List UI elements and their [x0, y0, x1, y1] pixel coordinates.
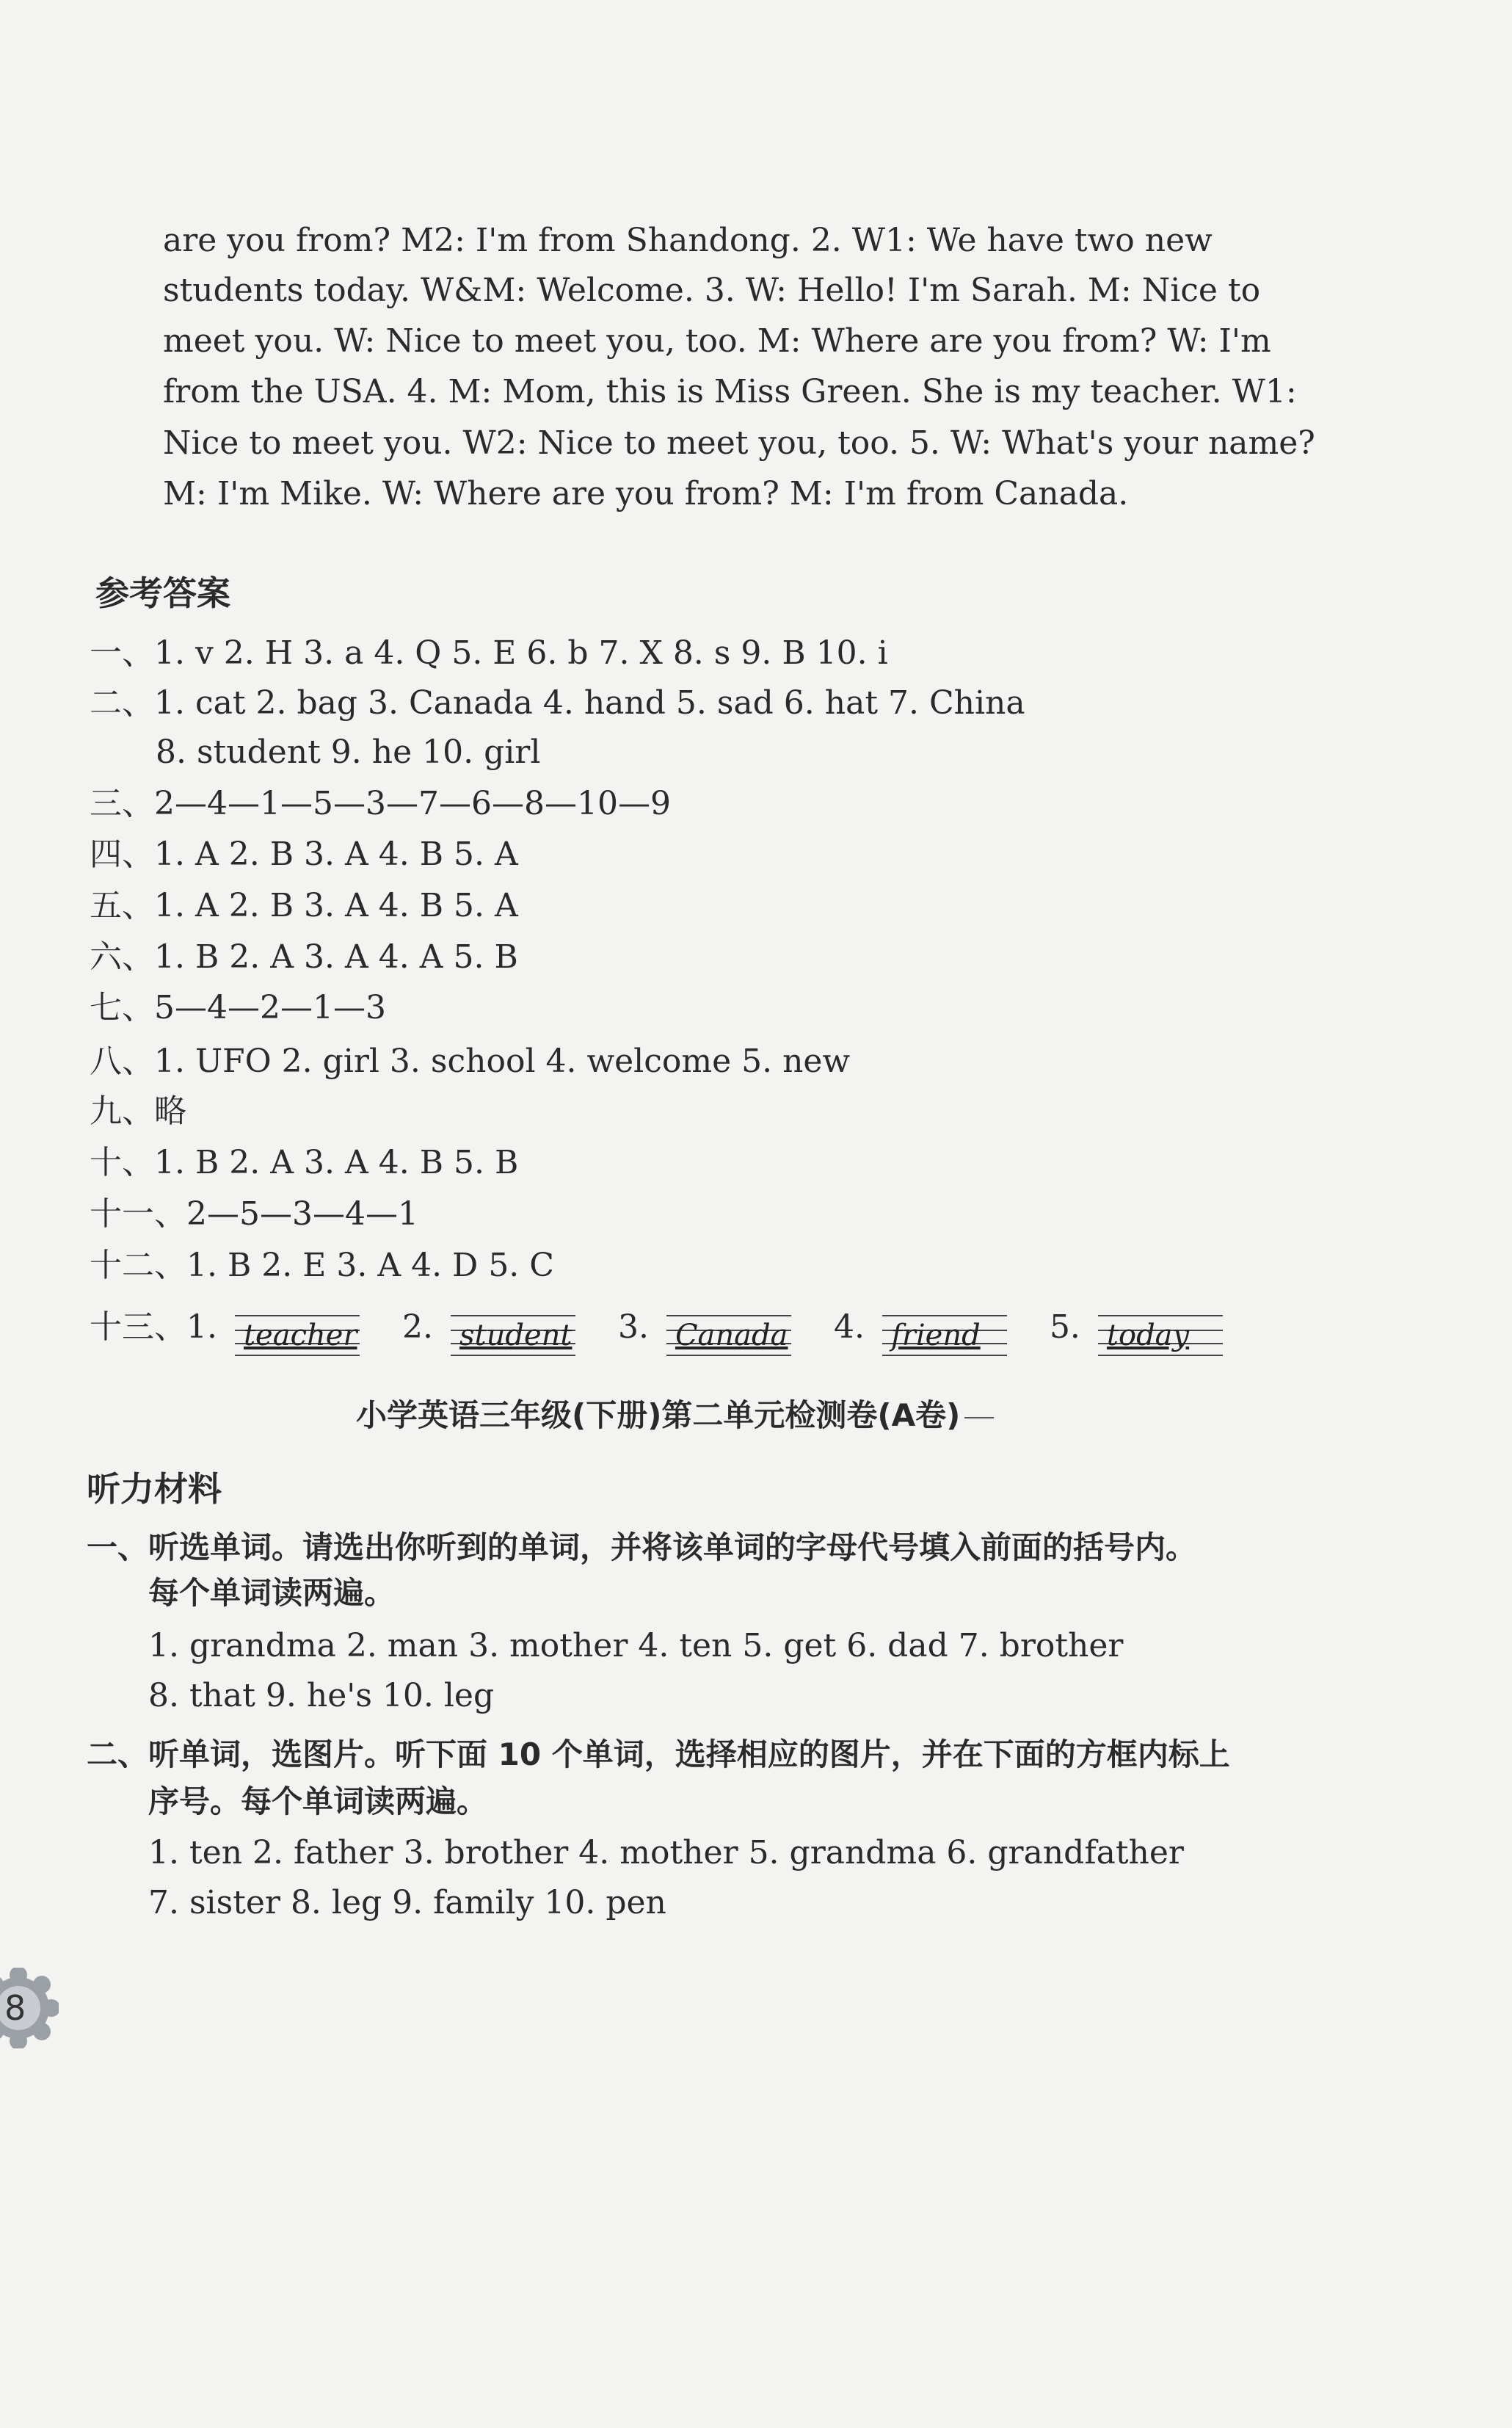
- handwriting-box-5: [1098, 1303, 1223, 1356]
- listen-section1-words-2: 8. that 9. he's 10. leg: [148, 1677, 495, 1714]
- answer-q2-line1: 二、1. cat 2. bag 3. Canada 4. hand 5. sad 6. hat 7. China: [90, 684, 1025, 722]
- handwriting-word-3: Canada: [675, 1318, 788, 1352]
- answer-q12: 十二、1. B 2. E 3. A 4. D 5. C: [90, 1247, 554, 1284]
- unit2-title: [356, 1394, 994, 1438]
- answer-q2-line2: 8. student 9. he 10. girl: [156, 733, 541, 771]
- answer-q3: 三、2—4—1—5—3—7—6—8—10—9: [90, 785, 671, 822]
- hw-item-4-num: 4.: [833, 1308, 865, 1346]
- answer-q13: [90, 1301, 1230, 1356]
- answer-q9: 九、略: [90, 1092, 186, 1130]
- listen-section2-words-1: 1. ten 2. father 3. brother 4. mother 5. grandma 6. grandfather: [148, 1834, 1184, 1871]
- handwriting-box-3: [666, 1303, 791, 1356]
- listen-section2-instruction-1: 二、听单词，选图片。听下面 10 个单词，选择相应的图片，并在下面的方框内标上: [87, 1736, 1230, 1772]
- hw-item-3-num: 3.: [617, 1308, 649, 1346]
- listen-section2-words-2: 7. sister 8. leg 9. family 10. pen: [148, 1884, 666, 1921]
- listening-heading: 听力材料: [87, 1469, 222, 1509]
- handwriting-word-2: student: [459, 1318, 573, 1352]
- dialogue-line-3: meet you. W: Nice to meet you, too. M: Where are you from? W: I'm: [163, 322, 1271, 360]
- answer-q10: 十、1. B 2. A 3. A 4. B 5. B: [90, 1144, 519, 1181]
- dialogue-line-1: are you from? M2: I'm from Shandong. 2. W1: We have two new: [163, 222, 1213, 259]
- dialogue-line-5: Nice to meet you. W2: Nice to meet you, too. 5. W: What's your name?: [163, 424, 1315, 462]
- answer-q7: 七、5—4—2—1—3: [90, 989, 386, 1026]
- handwriting-word-5: today: [1106, 1318, 1190, 1352]
- answer-q1: 一、1. v 2. H 3. a 4. Q 5. E 6. b 7. X 8. s 9. B 10. i: [90, 634, 888, 672]
- hw-item-2-num: 2.: [401, 1308, 433, 1346]
- answers-heading: 参考答案: [95, 573, 230, 613]
- answer-q6: 六、1. B 2. A 3. A 4. A 5. B: [90, 938, 518, 976]
- handwriting-word-4: friend: [890, 1318, 981, 1352]
- listen-section1-instruction-2: 每个单词读两遍。: [148, 1575, 396, 1611]
- handwriting-box-1: [235, 1303, 360, 1356]
- answer-q13-prefix: 十三、: [90, 1308, 186, 1346]
- dialogue-line-6: M: I'm Mike. W: Where are you from? M: I'm from Canada.: [163, 475, 1129, 512]
- unit2-title-text: 小学英语三年级(下册)第二单元检测卷(A卷): [356, 1397, 961, 1433]
- handwriting-box-2: [451, 1303, 575, 1356]
- answer-q5: 五、1. A 2. B 3. A 4. B 5. A: [90, 887, 518, 924]
- title-divider: [964, 1417, 994, 1418]
- page-number: 8: [4, 1988, 26, 2028]
- hw-item-5-num: 5.: [1049, 1308, 1080, 1346]
- dialogue-line-4: from the USA. 4. M: Mom, this is Miss Green. She is my teacher. W1:: [163, 373, 1297, 410]
- listen-section1-words-1: 1. grandma 2. man 3. mother 4. ten 5. get 6. dad 7. brother: [148, 1627, 1124, 1664]
- listen-section1-instruction-1: 一、听选单词。请选出你听到的单词，并将该单词的字母代号填入前面的括号内。: [87, 1529, 1197, 1565]
- handwriting-word-1: teacher: [243, 1318, 357, 1352]
- handwriting-box-4: [882, 1303, 1007, 1356]
- listen-section2-instruction-2: 序号。每个单词读两遍。: [148, 1783, 488, 1819]
- hw-item-1-num: 1.: [186, 1308, 217, 1346]
- answer-q4: 四、1. A 2. B 3. A 4. B 5. A: [90, 836, 518, 873]
- answer-q11: 十一、2—5—3—4—1: [90, 1195, 418, 1233]
- dialogue-line-2: students today. W&M: Welcome. 3. W: Hello! I'm Sarah. M: Nice to: [163, 272, 1261, 309]
- page-number-badge: [0, 1968, 59, 2048]
- answer-q8: 八、1. UFO 2. girl 3. school 4. welcome 5. new: [90, 1043, 851, 1080]
